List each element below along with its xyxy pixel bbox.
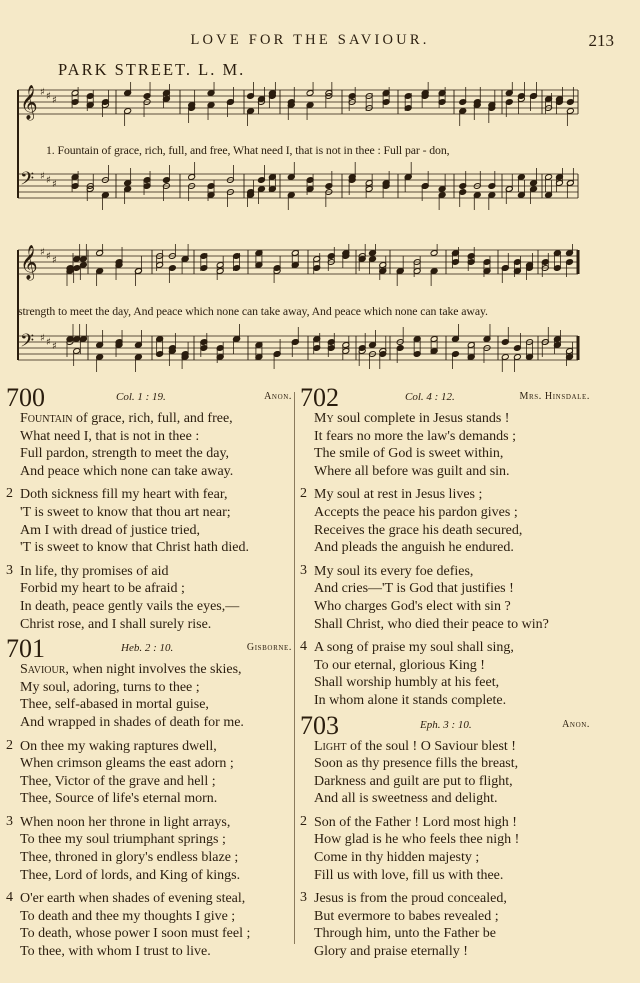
svg-text:♯: ♯ <box>52 95 57 106</box>
stanza <box>6 890 292 960</box>
svg-text:𝄢: 𝄢 <box>20 331 35 356</box>
svg-text:♯: ♯ <box>52 255 57 266</box>
running-title: LOVE FOR THE SAVIOUR. <box>190 32 430 48</box>
verse-line: Shall Christ, who died their peace to win? <box>314 616 549 632</box>
left-column <box>6 383 292 967</box>
verse-line: Soon as thy presence fills the breast, <box>314 756 519 772</box>
svg-text:♯: ♯ <box>40 171 45 182</box>
hymn-701 <box>6 634 292 961</box>
column-divider <box>294 392 295 944</box>
verse-line: And all is sweetness and delight. <box>314 791 498 807</box>
svg-text:♯: ♯ <box>52 341 57 352</box>
hymn-700 <box>6 383 292 633</box>
svg-text:♯: ♯ <box>46 175 51 186</box>
tune-name: PARK STREET. L. M. <box>58 60 246 79</box>
verse-line: Fill us with love, fill us with thee. <box>314 867 504 883</box>
verse-line: Shall worship humbly at his feet, <box>314 675 500 691</box>
stanza-number: 2 <box>6 486 13 502</box>
hymn-author: Mrs. Hinsdale. <box>519 391 590 402</box>
verse-line: of grace, rich, full, and free, <box>72 411 233 426</box>
first-word: My <box>314 411 334 426</box>
verse-line: Forbid my heart to be afraid ; <box>20 581 185 597</box>
verse-line: And pleads the anguish he endured. <box>314 540 514 556</box>
svg-text:♯: ♯ <box>46 91 51 102</box>
right-column <box>300 383 590 967</box>
scripture-reference: Heb. 2 : 10. <box>121 642 174 655</box>
stanza-number: 3 <box>300 562 307 578</box>
page-number: 213 <box>588 31 614 50</box>
verse-line: In life, thy promises of aid <box>20 563 169 579</box>
verse-line: How glad is he who feels thee nigh ! <box>314 832 520 848</box>
verse-line: And peace which none can take away. <box>20 463 234 479</box>
verse-line: Come in thy hidden majesty ; <box>314 850 480 866</box>
verse-line: Where all before was guilt and sin. <box>314 463 510 479</box>
verse-line: It fears no more the law's demands ; <box>314 428 516 444</box>
tune-lyric-line-1: 1. Fountain of grace, rich, full, and free, What need I, that is not in thee : Full par - don, <box>46 143 450 157</box>
svg-text:♯: ♯ <box>40 87 45 98</box>
hymn-702 <box>300 383 590 710</box>
verse-line: Receives the grace his death secured, <box>314 522 523 538</box>
hymn-number: 701 <box>6 634 45 664</box>
stanza-number: 4 <box>6 890 13 906</box>
scripture-reference: Col. 1 : 19. <box>116 391 166 403</box>
verse-line: Through him, unto the Father be <box>314 926 496 942</box>
stanza <box>300 639 590 709</box>
verse-line: 'T is sweet to know that thou art near; <box>20 504 231 520</box>
verse-line: My soul, adoring, turns to thee ; <box>20 679 200 695</box>
first-word: Fountain <box>20 411 73 426</box>
first-word: Saviour <box>20 662 66 678</box>
stanza-number: 3 <box>6 562 13 578</box>
stanza <box>300 814 590 884</box>
stanza-number: 3 <box>6 813 13 829</box>
verse-line: To thee my soul triumphant springs ; <box>20 832 226 848</box>
stanza <box>300 738 590 808</box>
scripture-reference: Eph. 3 : 10. <box>420 718 472 731</box>
verse-line: Accepts the peace his pardon gives ; <box>314 504 518 520</box>
svg-text:♯: ♯ <box>46 337 51 348</box>
verse-line: of the soul ! O Saviour blest ! <box>346 738 516 754</box>
verse-line: But evermore to babes revealed ; <box>314 908 499 924</box>
verse-line: On thee my waking raptures dwell, <box>20 738 217 754</box>
verse-line: Darkness and guilt are put to flight, <box>314 773 513 789</box>
scripture-reference: Col. 4 : 12. <box>405 391 455 403</box>
hymn-number: 702 <box>300 383 339 412</box>
verse-line: soul complete in Jesus stands ! <box>333 411 510 426</box>
verse-line: 'T is sweet to know that Christ hath died. <box>20 540 249 556</box>
verse-line: To our eternal, glorious King ! <box>314 657 485 673</box>
verse-line: Full pardon, strength to meet the day, <box>20 446 230 462</box>
hymn-number: 700 <box>6 383 45 412</box>
stanza <box>6 738 292 808</box>
hymn-author: Gisborne. <box>246 642 292 654</box>
verse-line: Thee, Lord of lords, and King of kings. <box>20 867 241 883</box>
verse-line: To death, whose power I soon must feel ; <box>20 926 251 942</box>
hymn-author: Anon. <box>264 391 292 402</box>
stanza <box>6 814 292 884</box>
verse-line: Glory and praise eternally ! <box>314 944 468 960</box>
svg-text:♯: ♯ <box>46 251 51 262</box>
verse-line: Who charges God's elect with sin ? <box>314 598 511 614</box>
verse-line: My soul its every foe defies, <box>314 563 474 579</box>
verse-line: Am I with dread of justice tried, <box>20 522 201 538</box>
verse-line: In whom alone it stands complete. <box>314 692 507 708</box>
stanza <box>6 563 292 633</box>
stanza <box>300 563 590 633</box>
stanza <box>300 410 590 480</box>
stanza <box>300 486 590 556</box>
verse-line: Christ rose, and I shall surely rise. <box>20 616 212 632</box>
stanza <box>300 890 590 960</box>
verse-line: To thee, with whom I trust to live. <box>20 944 211 960</box>
hymn-number: 703 <box>300 710 339 740</box>
verse-line: Jesus is from the proud concealed, <box>314 891 507 907</box>
verse-line: Doth sickness fill my heart with fear, <box>20 487 228 503</box>
verse-line: When noon her throne in light arrays, <box>20 814 231 830</box>
first-word: Light <box>314 738 347 754</box>
svg-text:♯: ♯ <box>40 247 45 258</box>
stanza <box>6 486 292 556</box>
tune-lyric-line-2: strength to meet the day, And peace which none can take away, And peace which none can take away. <box>18 304 488 318</box>
stanza-number: 4 <box>300 639 307 655</box>
stanza-number: 2 <box>6 737 13 753</box>
svg-text:♯: ♯ <box>52 179 57 190</box>
verse-line: My soul at rest in Jesus lives ; <box>314 487 483 503</box>
stanza-number: 2 <box>300 813 307 829</box>
verse-line: A song of praise my soul shall sing, <box>314 640 514 656</box>
stanza-number: 3 <box>300 890 307 906</box>
verse-line: , when night involves the skies, <box>65 662 242 678</box>
verse-line: O'er earth when shades of evening steal, <box>20 891 246 907</box>
verse-line: In death, peace gently vails the eyes,— <box>20 598 240 614</box>
stanza <box>6 661 292 731</box>
svg-text:𝄞: 𝄞 <box>20 245 38 280</box>
stanza-number: 2 <box>300 486 307 502</box>
hymn-author: Anon. <box>562 718 590 730</box>
stanza <box>6 410 292 480</box>
verse-line: To death and thee my thoughts I give ; <box>20 908 236 924</box>
verse-line: And cries—'T is God that justifies ! <box>314 581 514 597</box>
hymn-703 <box>300 710 590 961</box>
verse-line: Thee, Source of life's eternal morn. <box>20 791 218 807</box>
verse-line: The smile of God is sweet within, <box>314 446 504 462</box>
svg-text:𝄞: 𝄞 <box>20 85 38 120</box>
verse-line: Thee, Victor of the grave and hell ; <box>20 773 216 789</box>
verse-line: Son of the Father ! Lord most high ! <box>314 814 517 830</box>
svg-text:♯: ♯ <box>40 333 45 344</box>
verse-line: What need I, that is not in thee : <box>20 428 200 444</box>
verse-line: Thee, throned in glory's endless blaze ; <box>20 850 239 866</box>
verse-line: And wrapped in shades of death for me. <box>20 714 244 730</box>
verse-line: Thee, self-abased in mortal guise, <box>20 697 209 713</box>
svg-text:𝄢: 𝄢 <box>20 169 35 194</box>
verse-line: When crimson gleams the east adorn ; <box>20 756 234 772</box>
